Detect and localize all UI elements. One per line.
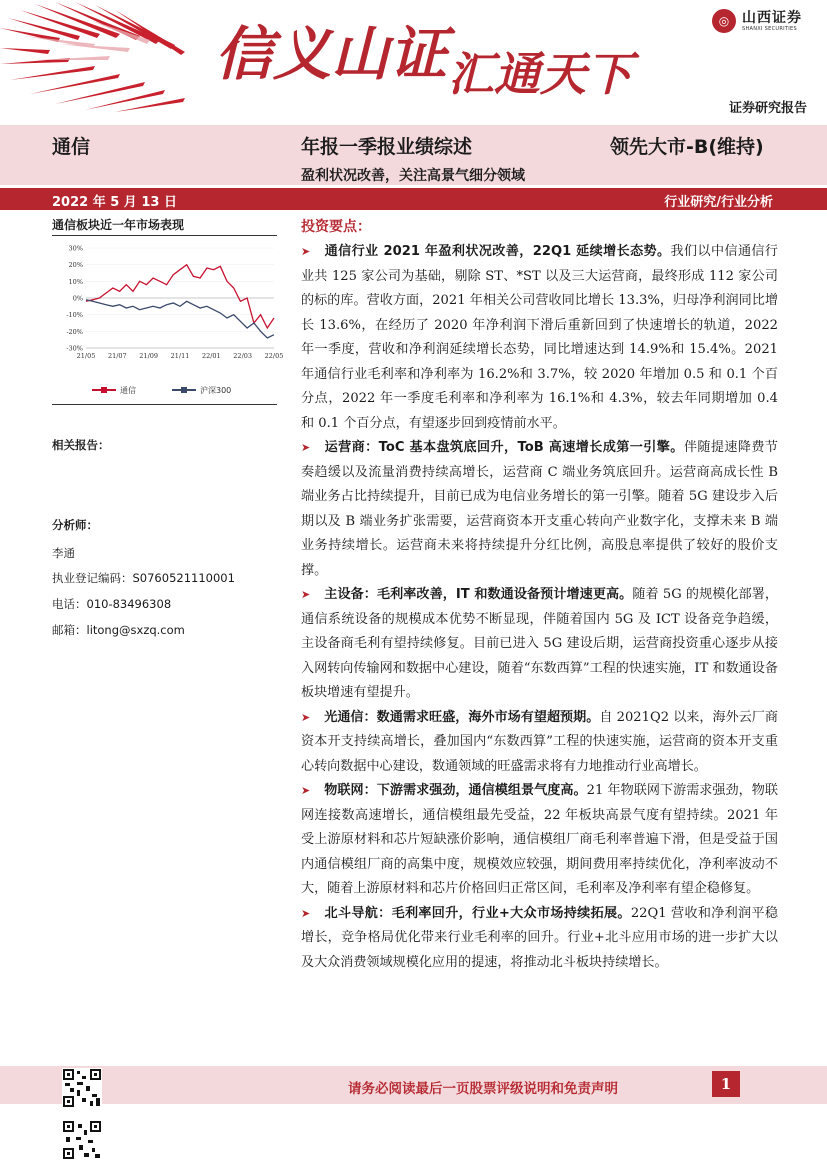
key-point-body: 随着 5G 的规模化部署，通信系统设备的规模成本优势不断显现，伴随着国内 5G 及 ICT 设备竞争趋缓，主设备商毛利有望持续修复。目前已进入 5G 建设后期，运营商投资重心逐步从接入网转向传输网和数据中心建设，随着“东数西算”工程的快速实施，IT 和数通设备板块增速有望提升。 [301,587,778,700]
y-tick-label: 30% [68,244,83,253]
key-point [301,240,778,436]
key-point-body: 伴随提速降费节奏趋缓以及流量消费持续高增长，运营商 C 端业务筑底回升。运营商高成长性 B 端业务占比持续提升，目前已成为电信业务增长的第一引擎。随着 5G 建设步入后期以及 B 端业务扩张需要，运营商资本开支重心转向产业数字化，支撑未来 B 端业务持续增长。运营商未来将持续提升分红比例，高股息率提供了较好的股价支撑。 [301,440,778,578]
brand-emblem-icon: ◎ [712,9,736,33]
series-line-telecom [86,265,274,328]
key-point-body: 22Q1 营收和净利润平稳增长，竞争格局优化带来行业毛利率的回升。行业+北斗应用市场的进一步扩大以及大众消费领域规模化应用的提速，将推动北斗板块持续增长。 [301,905,778,970]
y-tick-label: 0% [72,294,83,303]
bullet-arrow-icon: ➤ [301,906,311,920]
y-tick-label: 20% [68,261,83,270]
brand-logo [712,9,802,33]
qr-code-icon [62,1068,102,1108]
key-point-lead: 主设备：毛利率改善，IT 和数通设备预计增速更高。 [324,587,633,602]
x-tick-label: 21/07 [107,352,127,360]
bullet-arrow-icon: ➤ [301,784,311,797]
key-point [301,902,778,976]
report-title: 年报一季报业绩综述 [301,136,473,158]
x-tick-label: 21/11 [170,352,190,360]
key-point [301,436,778,583]
key-point [301,779,778,902]
bullet-arrow-icon: ➤ [301,245,311,258]
x-tick-label: 21/05 [76,352,96,360]
analyst-reg-no: 执业登记编码：S0760521110001 [52,571,235,585]
x-tick-label: 22/05 [264,352,284,360]
report-subtitle: 盈利状况改善，关注高景气细分领域 [301,168,525,184]
analyst-email[interactable]: 邮箱：litong@sxzq.com [52,623,185,637]
y-tick-label: -20% [66,327,83,336]
industry-name: 通信 [52,136,91,158]
report-date: 2022 年 5 月 13 日 [52,195,177,210]
slogan-left: 信义山证 [215,20,448,88]
header-banner [0,0,827,125]
x-tick-label: 22/01 [201,352,221,360]
chart-title: 通信板块近一年市场表现 [52,216,277,236]
y-tick-label: -10% [66,311,83,320]
y-tick-label: 10% [68,277,83,286]
slogan-right: 汇通天下 [448,47,632,101]
brand-name: 山西证券 [742,9,802,26]
key-point-body: 我们以中信通信行业共 125 家公司为基础，剔除 ST、*ST 以及三大运营商，最终形成 112 家公司的标的库。营收方面，2021 年相关公司营收同比增长 13.3%，归母净利润同比增长 13.6%，在经历了 2020 年净利润下滑后重新回到了快速增长的轨道，2022 年一季度，营收和净利润延续增长态势，同比增速达到 14.9%和 15.4%。2021 年通信行业毛利率和净利率为 16.2%和 3.7%，较 2020 年增加 0.5 和 0.1 个百分点，2022 年一季度毛利率和净利率为 16.1%和 4.3%，较去年同期增加 0.4 和 0.1 个百分点，有望逐步回到疫情前水平。 [301,244,779,431]
key-point-body: 21 年物联网下游需求强劲，物联网连接数高速增长，通信模组最先受益，22 年板块高景气度有望持续。2021 年受上游原材料和芯片短缺涨价影响，通信模组厂商毛利率普遍下滑，但是受益于国内通信模组厂商的高集中度，规模效应较强，期间费用率持续优化，净利率波动不大，随着上游原材料和芯片价格回归正常区间，毛利率及净利率有望企稳修复。 [301,783,778,896]
series-line-csi300 [86,300,274,338]
bullet-arrow-icon: ➤ [301,588,311,601]
key-point-body: 自 2021Q2 以来，海外云厂商资本开支持续高增长，叠加国内“东数西算”工程的快速实施，运营商的资本开支重心转向数据中心建设，数通领域的旺盛需求将有力地推动行业高增长。 [301,709,778,774]
analyst-phone: 电话：010-83496308 [52,597,172,611]
investment-highlights [301,216,778,975]
key-point-lead: 光通信：数通需求旺盛，海外市场有望超预期。 [324,709,600,725]
legend-label: 通信 [120,386,136,395]
brand-name-en: SHANXI SECURITIES [742,25,797,32]
bullet-arrow-icon: ➤ [301,441,311,454]
key-point [301,706,778,780]
key-point [301,583,778,706]
report-type: 证券研究报告 [728,101,807,116]
x-tick-label: 22/03 [233,352,253,360]
y-tick-label: -30% [66,344,83,353]
chart-divider [52,404,277,405]
section-heading: 投资要点： [301,219,371,235]
legend-marker [101,387,107,393]
page-number: 1 [712,1071,740,1097]
qr-code-icon [62,1120,102,1160]
report-category: 行业研究/行业分析 [664,195,773,210]
rating: 领先大市-B(维持) [610,136,764,158]
analyst-label: 分析师： [52,518,98,532]
legend-marker [181,387,187,393]
disclaimer-notice[interactable]: 请务必阅读最后一页股票评级说明和免责声明 [348,1081,618,1097]
related-reports-label: 相关报告： [52,438,110,452]
market-performance-chart [52,240,284,400]
analyst-name: 李通 [52,546,75,560]
key-point-lead: 北斗导航：毛利率回升，行业+大众市场持续拓展。 [324,905,631,921]
key-point-lead: 通信行业 2021 年盈利状况改善，22Q1 延续增长态势。 [324,244,671,259]
legend-label: 沪深300 [200,386,232,395]
bullet-arrow-icon: ➤ [301,710,311,724]
key-point-lead: 物联网：下游需求强劲，通信模组景气度高。 [324,783,587,798]
x-tick-label: 21/09 [139,352,159,360]
key-point-lead: 运营商：ToC 基本盘筑底回升，ToB 高速增长成第一引擎。 [324,440,684,455]
